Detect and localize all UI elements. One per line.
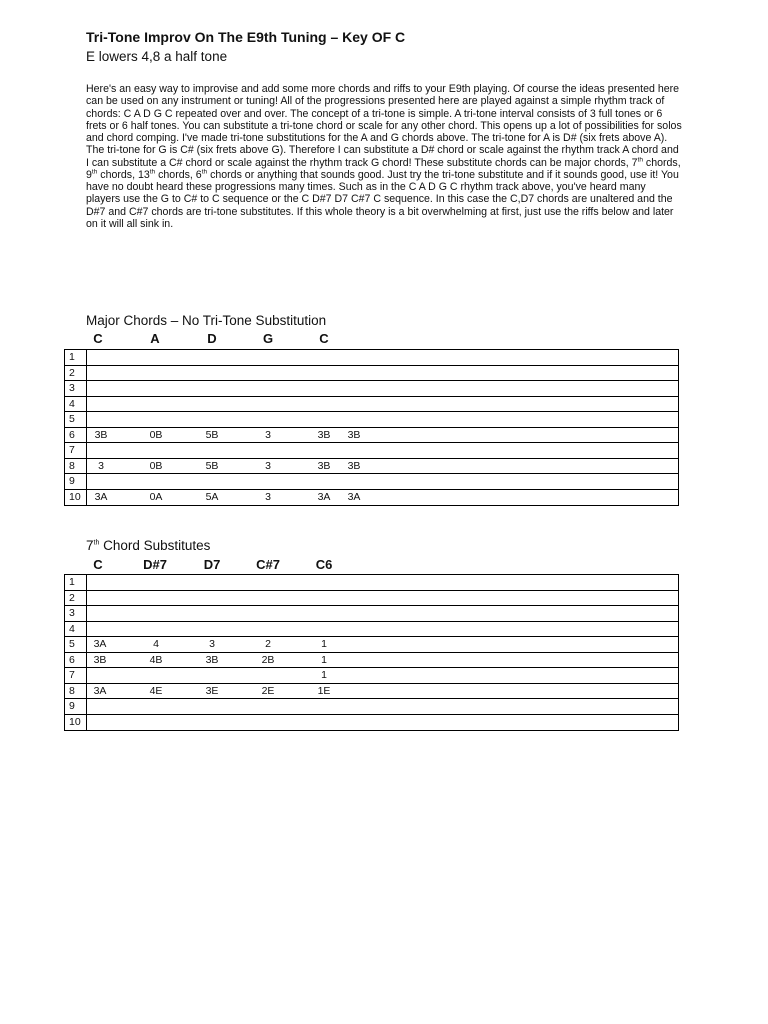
tab-cell: 3A	[347, 490, 361, 503]
tab-cell: 4	[153, 638, 159, 650]
string-number: 5	[65, 637, 87, 652]
string-number: 4	[65, 397, 87, 412]
tab-cell: 3	[265, 459, 271, 472]
section1-tab-grid	[64, 349, 679, 506]
section1-chord-label: D	[207, 331, 217, 346]
tab-cell: 0B	[149, 459, 163, 472]
string-row	[65, 366, 678, 382]
section2-title-sup: th	[93, 539, 100, 547]
section1-title: Major Chords – No Tri-Tone Substitution	[86, 313, 327, 328]
string-number: 8	[65, 684, 87, 699]
tab-cell: 3B	[347, 459, 361, 472]
tab-cell: 2B	[261, 653, 275, 666]
paragraph-superscript: th	[91, 168, 98, 176]
section1-chord-label: C	[319, 331, 329, 346]
tab-cell: 3	[265, 490, 271, 503]
string-row	[65, 668, 678, 684]
tab-cell: 3A	[317, 490, 331, 503]
string-number: 9	[65, 699, 87, 714]
string-number: 1	[65, 575, 87, 590]
string-number: 6	[65, 428, 87, 443]
section2-chord-label: C6	[315, 557, 333, 572]
string-row	[65, 637, 678, 653]
section2-title-rest: Chord Substitutes	[99, 538, 211, 553]
string-number: 2	[65, 591, 87, 606]
page-subtitle: E lowers 4,8 a half tone	[86, 49, 228, 64]
string-row	[65, 575, 678, 591]
string-row	[65, 397, 678, 413]
tab-cell: 0B	[149, 428, 163, 441]
string-number: 3	[65, 606, 87, 621]
tab-cell: 5B	[205, 428, 219, 441]
tab-cell: 2E	[261, 684, 275, 697]
string-number: 4	[65, 622, 87, 637]
string-row	[65, 622, 678, 638]
section1-chord-label: A	[150, 331, 160, 346]
tab-cell: 3A	[93, 684, 107, 697]
string-number: 2	[65, 366, 87, 381]
tab-cell: 3	[98, 459, 104, 472]
string-row	[65, 699, 678, 715]
paragraph-text: chords, 6	[155, 168, 202, 181]
section1-chord-label: G	[262, 331, 274, 346]
tab-cell: 1	[321, 638, 327, 650]
string-number: 7	[65, 668, 87, 683]
string-number: 9	[65, 474, 87, 489]
page-title: Tri-Tone Improv On The E9th Tuning – Key OF C	[86, 29, 406, 45]
string-row	[65, 715, 678, 731]
string-number: 1	[65, 350, 87, 365]
paragraph-superscript: th	[637, 155, 643, 163]
paragraph-text: chords or anything that sounds good. Just try the tri-tone substitute and if it sounds good, use it! You have no doubt heard these progressions many times. Such as in the C A D G C rhythm track above, you've heard many players use the G to C# to C sequence or the C D#7 D7 C#7 C sequence. In this case the C,D7 chords are unaltered and the D#7 and C#7 chords are tri-tone substitutes. If this whole theory is a bit overwhelming at first, just use the riffs below and later on it will all sink in.	[86, 168, 679, 230]
string-number: 6	[65, 653, 87, 668]
section1-chord-label: C	[93, 331, 103, 346]
string-row	[65, 653, 678, 669]
section2-tab-grid	[64, 574, 679, 731]
intro-paragraph	[86, 83, 682, 230]
tab-cell: 3B	[317, 459, 331, 472]
tab-cell: 3B	[317, 428, 331, 441]
string-number: 10	[65, 715, 87, 731]
string-row	[65, 591, 678, 607]
section2-chord-label: C#7	[256, 557, 280, 572]
tab-cell: 0A	[149, 490, 163, 503]
string-row	[65, 459, 678, 475]
tab-cell: 3E	[205, 684, 219, 697]
string-row	[65, 606, 678, 622]
tab-cell: 3B	[93, 653, 107, 666]
string-row	[65, 490, 678, 506]
string-number: 3	[65, 381, 87, 396]
string-row	[65, 428, 678, 444]
tab-cell: 4B	[149, 653, 163, 666]
tab-cell: 3B	[94, 428, 108, 441]
section2-chord-label: D#7	[143, 557, 167, 572]
paragraph-text: chords, 13	[97, 168, 150, 181]
string-row	[65, 443, 678, 459]
tab-cell: 1	[321, 669, 327, 681]
tab-cell: 4E	[149, 684, 163, 697]
tab-cell: 3	[209, 638, 215, 650]
paragraph-superscript: th	[201, 168, 208, 176]
tab-cell: 2	[265, 638, 271, 650]
section2-title-prefix: 7	[86, 538, 94, 553]
string-row	[65, 350, 678, 366]
tab-cell: 5A	[205, 490, 219, 503]
tab-cell: 1	[321, 653, 327, 666]
section2-chord-label: D7	[203, 557, 221, 572]
paragraph-text: Here's an easy way to improvise and add some more chords and riffs to your E9th playing. Of course the ideas presented here can be used on any instrument or tuning! All of the progressions presented here are played against a simple rhythm track of chords: C A D G C repeated over and over. The concept of a tri-tone is simple. A tri-tone interval consists of 3 full tones or 6 frets or 6 half tones. You can substitute a tri-tone chord or scale for any other chord. This opens up a lot of possibilities for solos and chord comping. I've made tri-tone substitutions for the A and G chords above. The tri-tone for A is D# (six frets above A). The tri-tone for G is C# (six frets above G). Therefore I can substitute a D# chord or scale against the rhythm track A chord and I can substitute a C# chord or scale against the rhythm track G chord! These substitute chords can be major chords, 7	[86, 83, 682, 169]
string-number: 7	[65, 443, 87, 458]
string-row	[65, 474, 678, 490]
tab-cell: 3B	[347, 428, 361, 441]
string-row	[65, 412, 678, 428]
section2-title	[86, 538, 210, 553]
string-number: 8	[65, 459, 87, 474]
paragraph-superscript: th	[149, 168, 156, 176]
string-row	[65, 381, 678, 397]
tab-cell: 3A	[93, 638, 107, 650]
tab-cell: 3	[265, 428, 271, 441]
tab-cell: 3B	[205, 653, 219, 666]
tab-cell: 5B	[205, 459, 219, 472]
string-number: 5	[65, 412, 87, 427]
paragraph-text: chords, 9	[86, 156, 681, 181]
tab-cell: 3A	[94, 490, 108, 503]
tab-cell: 1E	[317, 684, 331, 697]
string-row	[65, 684, 678, 700]
string-number: 10	[65, 490, 87, 506]
section2-chord-label: C	[93, 557, 103, 572]
